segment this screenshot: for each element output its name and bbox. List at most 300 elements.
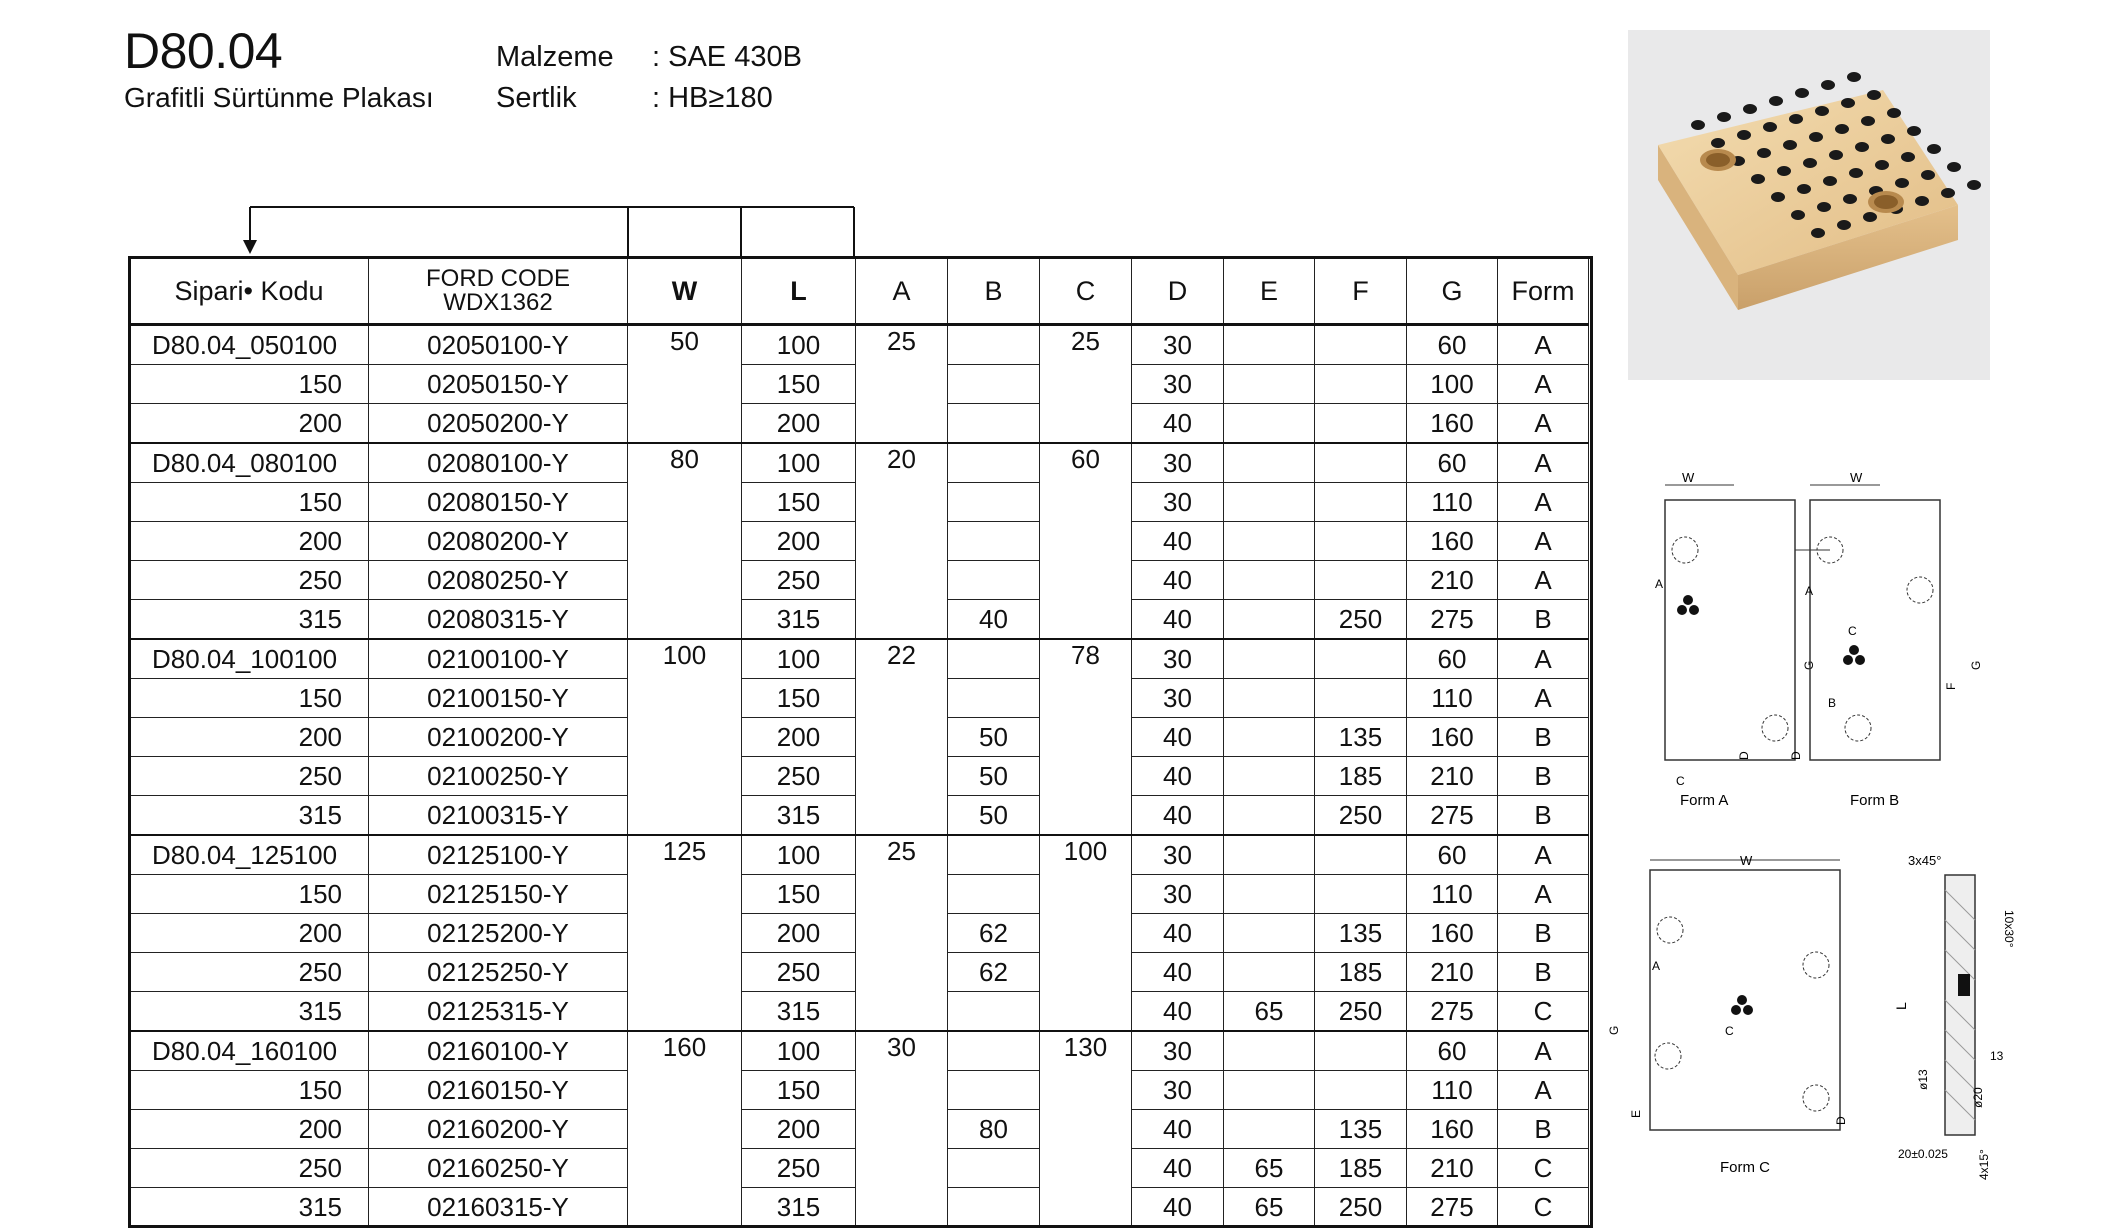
- table-row: [130, 443, 1589, 483]
- side-width-tol: 20±0.025: [1898, 1147, 1948, 1161]
- d-cell: 40: [1132, 953, 1224, 992]
- d-cell: 40: [1132, 914, 1224, 953]
- e-cell: [1224, 561, 1315, 600]
- e-cell: [1224, 325, 1315, 365]
- ford-code-cell: 02125250-Y: [369, 953, 628, 992]
- d-cell: 30: [1132, 835, 1224, 875]
- d-cell: 30: [1132, 443, 1224, 483]
- ford-code-cell: 02050200-Y: [369, 404, 628, 444]
- l-cell: 250: [742, 953, 856, 992]
- graphite-plug: [1875, 160, 1889, 170]
- e-cell: [1224, 483, 1315, 522]
- f-cell: [1315, 679, 1407, 718]
- a-cell: 22: [856, 639, 948, 835]
- ford-code-cell: 02160315-Y: [369, 1188, 628, 1227]
- g-cell: 210: [1407, 757, 1498, 796]
- b-cell: 50: [948, 718, 1040, 757]
- header-b: B: [948, 259, 1040, 325]
- graphite-plug: [1783, 140, 1797, 150]
- graphite-plug: [1847, 72, 1861, 82]
- form-cell: A: [1498, 483, 1589, 522]
- b-cell: [948, 835, 1040, 875]
- graphite-plug: [1921, 170, 1935, 180]
- graphite-plug: [1947, 162, 1961, 172]
- ford-code-cell: 02125315-Y: [369, 992, 628, 1032]
- b-cell: [948, 1188, 1040, 1227]
- graphite-plug: [1809, 132, 1823, 142]
- header-l: L: [742, 259, 856, 325]
- order-code-cell: 150: [130, 679, 369, 718]
- graphite-plug: [1811, 228, 1825, 238]
- graphite-plug: [1717, 112, 1731, 122]
- order-code-cell: 150: [130, 1071, 369, 1110]
- g-cell: 275: [1407, 796, 1498, 836]
- g-cell: 160: [1407, 1110, 1498, 1149]
- d-cell: 40: [1132, 1188, 1224, 1227]
- l-cell: 150: [742, 1071, 856, 1110]
- form-cell: C: [1498, 1149, 1589, 1188]
- e-cell: [1224, 679, 1315, 718]
- order-code-cell: 200: [130, 522, 369, 561]
- form-b-dim-g: G: [1969, 660, 1983, 670]
- table-row: [130, 1031, 1589, 1071]
- material-value: : SAE 430B: [652, 41, 802, 73]
- graphite-plug: [1887, 108, 1901, 118]
- g-cell: 160: [1407, 914, 1498, 953]
- graphite-plug: [1751, 174, 1765, 184]
- d-cell: 30: [1132, 1071, 1224, 1110]
- form-c-dim-w: W: [1740, 853, 1753, 868]
- e-cell: [1224, 835, 1315, 875]
- form-cell: B: [1498, 718, 1589, 757]
- b-cell: [948, 992, 1040, 1032]
- form-cell: A: [1498, 561, 1589, 600]
- a-cell: 20: [856, 443, 948, 639]
- l-cell: 200: [742, 914, 856, 953]
- f-cell: [1315, 404, 1407, 444]
- d-cell: 40: [1132, 992, 1224, 1032]
- graphite-plug: [1835, 124, 1849, 134]
- graphite-plug: [1789, 114, 1803, 124]
- side-outer-dia: ø20: [1971, 1087, 1985, 1108]
- order-code-cell: D80.04_050100: [130, 325, 369, 365]
- d-cell: 40: [1132, 718, 1224, 757]
- header-d: D: [1132, 259, 1224, 325]
- form-b-dim-c: C: [1848, 624, 1857, 638]
- c-cell: 78: [1040, 639, 1132, 835]
- header-c: C: [1040, 259, 1132, 325]
- l-cell: 315: [742, 600, 856, 640]
- form-cell: A: [1498, 875, 1589, 914]
- d-cell: 40: [1132, 600, 1224, 640]
- form-cell: A: [1498, 639, 1589, 679]
- d-cell: 40: [1132, 561, 1224, 600]
- w-cell: 80: [628, 443, 742, 639]
- c-cell: 130: [1040, 1031, 1132, 1227]
- order-code-cell: 315: [130, 1188, 369, 1227]
- order-code-cell: 250: [130, 757, 369, 796]
- form-cell: B: [1498, 600, 1589, 640]
- w-cell: 50: [628, 325, 742, 444]
- b-cell: [948, 639, 1040, 679]
- f-cell: [1315, 443, 1407, 483]
- graphite-plug: [1901, 152, 1915, 162]
- product-code: D80.04: [124, 23, 283, 79]
- form-c-drawing: [1600, 850, 1850, 1185]
- g-cell: 60: [1407, 1031, 1498, 1071]
- form-cell: A: [1498, 835, 1589, 875]
- order-code-cell: D80.04_160100: [130, 1031, 369, 1071]
- f-cell: 135: [1315, 718, 1407, 757]
- header-form: Form: [1498, 259, 1589, 325]
- g-cell: 60: [1407, 443, 1498, 483]
- c-cell: 60: [1040, 443, 1132, 639]
- l-cell: 250: [742, 561, 856, 600]
- l-cell: 250: [742, 757, 856, 796]
- graphite-plug: [1841, 98, 1855, 108]
- g-cell: 160: [1407, 522, 1498, 561]
- graphite-plug: [1777, 166, 1791, 176]
- graphite-plug: [1967, 180, 1981, 190]
- a-cell: 25: [856, 835, 948, 1031]
- form-cell: B: [1498, 757, 1589, 796]
- l-cell: 150: [742, 875, 856, 914]
- graphite-plug: [1927, 144, 1941, 154]
- order-code-cell: 200: [130, 1110, 369, 1149]
- e-cell: [1224, 639, 1315, 679]
- form-b-dim-f: F: [1944, 682, 1958, 690]
- ford-code-cell: 02100250-Y: [369, 757, 628, 796]
- side-chamfer-bottom: 4x15°: [1977, 1149, 1991, 1180]
- order-code-cell: 315: [130, 796, 369, 836]
- l-cell: 150: [742, 483, 856, 522]
- graphite-plug: [1803, 158, 1817, 168]
- side-chamfer-top: 3x45°: [1908, 853, 1942, 868]
- l-cell: 150: [742, 365, 856, 404]
- ford-code-cell: 02080250-Y: [369, 561, 628, 600]
- form-cell: B: [1498, 1110, 1589, 1149]
- order-code-cell: 315: [130, 600, 369, 640]
- ford-code-cell: 02080150-Y: [369, 483, 628, 522]
- graphite-plug: [1815, 106, 1829, 116]
- e-cell: 65: [1224, 992, 1315, 1032]
- g-cell: 100: [1407, 365, 1498, 404]
- d-cell: 30: [1132, 325, 1224, 365]
- f-cell: 250: [1315, 1188, 1407, 1227]
- w-cell: 100: [628, 639, 742, 835]
- product-table: [129, 258, 1589, 1227]
- w-cell: 160: [628, 1031, 742, 1227]
- graphite-plug: [1881, 134, 1895, 144]
- d-cell: 30: [1132, 1031, 1224, 1071]
- form-b-dim-a: A: [1805, 584, 1814, 598]
- ford-code-cell: 02050100-Y: [369, 325, 628, 365]
- ford-code-cell: 02080315-Y: [369, 600, 628, 640]
- f-cell: [1315, 483, 1407, 522]
- g-cell: 210: [1407, 561, 1498, 600]
- graphite-plug: [1907, 126, 1921, 136]
- b-cell: [948, 404, 1040, 444]
- d-cell: 40: [1132, 796, 1224, 836]
- f-cell: 250: [1315, 992, 1407, 1032]
- graphite-plug: [1829, 150, 1843, 160]
- d-cell: 30: [1132, 875, 1224, 914]
- graphite-plug: [1771, 192, 1785, 202]
- l-cell: 200: [742, 1110, 856, 1149]
- product-photo: [1628, 30, 1990, 380]
- table-row: [130, 639, 1589, 679]
- b-cell: 50: [948, 796, 1040, 836]
- l-cell: 315: [742, 796, 856, 836]
- order-code-cell: D80.04_100100: [130, 639, 369, 679]
- form-cell: C: [1498, 992, 1589, 1032]
- g-cell: 160: [1407, 718, 1498, 757]
- f-cell: 185: [1315, 953, 1407, 992]
- f-cell: [1315, 325, 1407, 365]
- g-cell: 60: [1407, 325, 1498, 365]
- l-cell: 315: [742, 1188, 856, 1227]
- g-cell: 275: [1407, 600, 1498, 640]
- ford-code-cell: 02050150-Y: [369, 365, 628, 404]
- form-c-dim-e: E: [1629, 1109, 1643, 1118]
- form-cell: B: [1498, 796, 1589, 836]
- graphite-plug: [1863, 212, 1877, 222]
- d-cell: 30: [1132, 639, 1224, 679]
- g-cell: 60: [1407, 639, 1498, 679]
- b-cell: [948, 875, 1040, 914]
- d-cell: 40: [1132, 522, 1224, 561]
- e-cell: [1224, 796, 1315, 836]
- form-b-drawing: [1790, 470, 1990, 820]
- form-cell: A: [1498, 365, 1589, 404]
- ford-code-cell: 02160250-Y: [369, 1149, 628, 1188]
- header-w: W: [628, 259, 742, 325]
- b-cell: 62: [948, 914, 1040, 953]
- g-cell: 275: [1407, 1188, 1498, 1227]
- ford-code-cell: 02080100-Y: [369, 443, 628, 483]
- form-a-dim-g: G: [1802, 660, 1816, 670]
- g-cell: 110: [1407, 483, 1498, 522]
- graphite-plug: [1711, 138, 1725, 148]
- order-code-cell: 250: [130, 953, 369, 992]
- g-cell: 160: [1407, 404, 1498, 444]
- l-cell: 100: [742, 835, 856, 875]
- hardness-label: Sertlik: [496, 82, 577, 114]
- e-cell: [1224, 875, 1315, 914]
- e-cell: [1224, 953, 1315, 992]
- form-cell: C: [1498, 1188, 1589, 1227]
- graphite-plug: [1743, 104, 1757, 114]
- l-cell: 200: [742, 718, 856, 757]
- b-cell: 80: [948, 1110, 1040, 1149]
- e-cell: 65: [1224, 1149, 1315, 1188]
- e-cell: [1224, 1031, 1315, 1071]
- f-cell: [1315, 1031, 1407, 1071]
- f-cell: [1315, 875, 1407, 914]
- g-cell: 110: [1407, 875, 1498, 914]
- form-c-label: Form C: [1720, 1159, 1770, 1176]
- form-cell: A: [1498, 443, 1589, 483]
- l-cell: 100: [742, 325, 856, 365]
- ford-code-cell: 02100100-Y: [369, 639, 628, 679]
- ford-code-cell: 02100200-Y: [369, 718, 628, 757]
- order-code-cell: 150: [130, 875, 369, 914]
- graphite-plug: [1849, 168, 1863, 178]
- graphite-plug: [1895, 178, 1909, 188]
- b-cell: [948, 443, 1040, 483]
- form-a-dim-a: A: [1655, 577, 1664, 591]
- w-cell: 125: [628, 835, 742, 1031]
- ford-code-cell: 02160200-Y: [369, 1110, 628, 1149]
- f-cell: [1315, 1071, 1407, 1110]
- l-cell: 315: [742, 992, 856, 1032]
- side-section-drawing: [1870, 850, 2020, 1185]
- l-cell: 150: [742, 679, 856, 718]
- f-cell: 135: [1315, 1110, 1407, 1149]
- graphite-plug: [1769, 96, 1783, 106]
- order-code-cell: 250: [130, 561, 369, 600]
- graphite-plug: [1763, 122, 1777, 132]
- graphite-plug: [1823, 176, 1837, 186]
- b-cell: [948, 1031, 1040, 1071]
- g-cell: 275: [1407, 992, 1498, 1032]
- form-c-dim-c: C: [1725, 1024, 1734, 1038]
- a-cell: 30: [856, 1031, 948, 1227]
- form-a-dim-d: D: [1737, 751, 1751, 760]
- l-cell: 100: [742, 1031, 856, 1071]
- side-angle: 10x30°: [2002, 910, 2016, 948]
- side-hole-dia: ø13: [1916, 1069, 1930, 1090]
- table-row: [130, 325, 1589, 365]
- b-cell: [948, 483, 1040, 522]
- b-cell: [948, 365, 1040, 404]
- e-cell: 65: [1224, 1188, 1315, 1227]
- d-cell: 40: [1132, 1110, 1224, 1149]
- order-code-cell: 200: [130, 404, 369, 444]
- f-cell: [1315, 639, 1407, 679]
- b-cell: 40: [948, 600, 1040, 640]
- l-cell: 200: [742, 404, 856, 444]
- e-cell: [1224, 718, 1315, 757]
- graphite-plug: [1915, 196, 1929, 206]
- ford-code-cell: 02160100-Y: [369, 1031, 628, 1071]
- form-b-label: Form B: [1850, 792, 1900, 809]
- d-cell: 30: [1132, 365, 1224, 404]
- graphite-plug: [1817, 202, 1831, 212]
- order-code-cell: 150: [130, 483, 369, 522]
- ford-code-cell: 02160150-Y: [369, 1071, 628, 1110]
- header-g: G: [1407, 259, 1498, 325]
- form-cell: A: [1498, 404, 1589, 444]
- order-code-cell: D80.04_125100: [130, 835, 369, 875]
- graphite-plug: [1791, 210, 1805, 220]
- header-a: A: [856, 259, 948, 325]
- g-cell: 110: [1407, 1071, 1498, 1110]
- f-cell: [1315, 561, 1407, 600]
- form-cell: B: [1498, 914, 1589, 953]
- form-cell: A: [1498, 1071, 1589, 1110]
- header-e: E: [1224, 259, 1315, 325]
- graphite-plug: [1861, 116, 1875, 126]
- l-cell: 200: [742, 522, 856, 561]
- header-ford-code: FORD CODE WDX1362: [369, 259, 628, 325]
- d-cell: 40: [1132, 757, 1224, 796]
- b-cell: 50: [948, 757, 1040, 796]
- form-cell: A: [1498, 1031, 1589, 1071]
- d-cell: 40: [1132, 404, 1224, 444]
- form-cell: A: [1498, 522, 1589, 561]
- b-cell: [948, 522, 1040, 561]
- graphite-plug: [1795, 88, 1809, 98]
- g-cell: 210: [1407, 953, 1498, 992]
- form-b-dim-w: W: [1850, 470, 1863, 485]
- e-cell: [1224, 1071, 1315, 1110]
- b-cell: [948, 679, 1040, 718]
- e-cell: [1224, 757, 1315, 796]
- b-cell: [948, 1149, 1040, 1188]
- l-cell: 100: [742, 639, 856, 679]
- product-subtitle: Grafitli Sürtünme Plakası: [124, 82, 434, 113]
- form-a-dim-w: W: [1682, 470, 1695, 485]
- graphite-plug: [1691, 120, 1705, 130]
- c-cell: 25: [1040, 325, 1132, 444]
- header-f: F: [1315, 259, 1407, 325]
- order-code-cell: 150: [130, 365, 369, 404]
- a-cell: 25: [856, 325, 948, 444]
- graphite-plug: [1843, 194, 1857, 204]
- form-c-dim-d: D: [1834, 1116, 1848, 1125]
- d-cell: 30: [1132, 679, 1224, 718]
- table-row: [130, 835, 1589, 875]
- ford-code-cell: 02080200-Y: [369, 522, 628, 561]
- graphite-plug: [1737, 130, 1751, 140]
- form-a-drawing: [1640, 470, 1816, 820]
- g-cell: 110: [1407, 679, 1498, 718]
- f-cell: 135: [1315, 914, 1407, 953]
- form-c-dim-g: G: [1607, 1025, 1621, 1035]
- l-cell: 250: [742, 1149, 856, 1188]
- side-thread: 13: [1990, 1049, 2004, 1063]
- form-b-dim-d: D: [1789, 751, 1803, 760]
- b-cell: [948, 325, 1040, 365]
- f-cell: [1315, 522, 1407, 561]
- e-cell: [1224, 522, 1315, 561]
- graphite-plug: [1757, 148, 1771, 158]
- f-cell: [1315, 835, 1407, 875]
- ford-code-cell: 02100150-Y: [369, 679, 628, 718]
- graphite-plug: [1855, 142, 1869, 152]
- f-cell: 185: [1315, 1149, 1407, 1188]
- side-dim-l: L: [1893, 1002, 1909, 1010]
- g-cell: 210: [1407, 1149, 1498, 1188]
- order-code-cell: D80.04_080100: [130, 443, 369, 483]
- ford-code-cell: 02125200-Y: [369, 914, 628, 953]
- e-cell: [1224, 1110, 1315, 1149]
- form-b-dim-b: B: [1828, 696, 1837, 710]
- form-cell: B: [1498, 953, 1589, 992]
- graphite-plug: [1837, 220, 1851, 230]
- graphite-plug: [1821, 80, 1835, 90]
- order-code-cell: 200: [130, 914, 369, 953]
- graphite-plug: [1867, 90, 1881, 100]
- order-code-cell: 250: [130, 1149, 369, 1188]
- f-cell: [1315, 365, 1407, 404]
- b-cell: 62: [948, 953, 1040, 992]
- f-cell: 250: [1315, 796, 1407, 836]
- g-cell: 60: [1407, 835, 1498, 875]
- b-cell: [948, 1071, 1040, 1110]
- graphite-plug: [1797, 184, 1811, 194]
